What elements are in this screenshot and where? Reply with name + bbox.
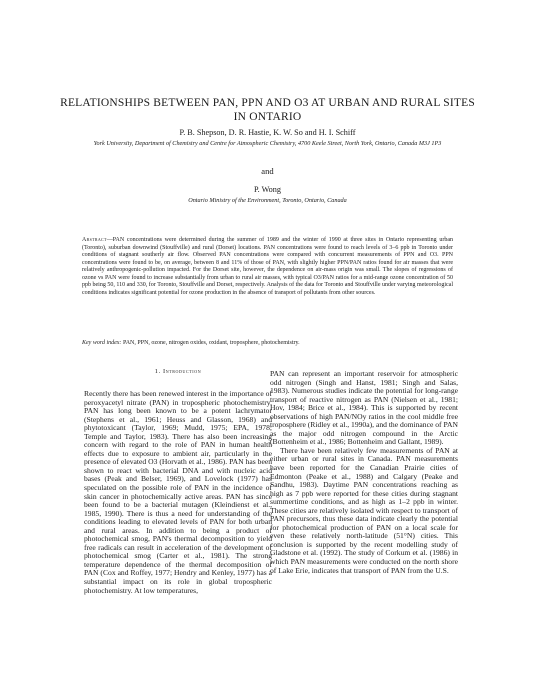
left-column: [84, 368, 272, 595]
right-paragraph-2: There have been relatively few measurements of PAN at either urban or rural sites in Canada. PAN measurements have been reported for the Canadian Prairie cities of Edmonton (Peake et al., 1988) and Calgary (Peake and Sandhu, 1983). Daytime PAN concentrations reaching as high as 7 ppb were reported for these cities during stagnant summertime conditions, and as high as 1–2 ppb in winter. These cities are relatively isolated with respect to transport of PAN precursors, thus these data indicate clearly the potential for photochemical production of PAN on a local scale for even these relatively north-latitude (51°N) cities. This conclusion is supported by the recent modelling study of Gladstone et al. (1992). The study of Corkum et al. (1986) in which PAN measurements were conducted on the north shore of Lake Erie, indicates that transport of PAN from the U.S.: [270, 445, 458, 575]
second-author: P. Wong: [254, 185, 281, 194]
right-paragraph-1: PAN can represent an important reservoir for atmospheric odd nitrogen (Singh and Hanst, 1981; Singh and Salas, 1983). Numerous studies indicate the potential for long-range transport of reactive nitrogen as PAN (Nielsen et al., 1981; Hov, 1984; Brice et al., 1984). This is supported by recent observations of high PAN/NOy ratios in the cool middle free troposphere (Ridley et al., 1990a), and the dominance of PAN as the major odd nitrogen compound in the Arctic (Bottenheim et al., 1986; Bottenheim and Gallant, 1989).: [270, 369, 458, 447]
keyword-index: [82, 339, 453, 347]
second-affiliation: Ontario Ministry of the Environment, Toronto, Ontario, Canada: [188, 197, 347, 204]
abstract-text: —PAN concentrations were determined during the summer of 1989 and the winter of 1990 at three sites in Ontario representing urban (Toronto), suburban downwind (Stouffville) and rural (Dorset) locations. PAN concentrations were found to reach levels of 3–6 ppb in Toronto under conditions of stagnant southerly air flow. Observed PAN concentrations were compared with concurrent measurements of PPN and O3. PPN concentrations were found to be, on average, between 8 and 11% of those of PAN, with slightly higher PPN/PAN ratios found for air masses that were relatively anthropogenic-pollution impacted. For the Dorset site, however, the dependence on air-mass origin was small. The slopes of regressions of ozone vs PAN were found to increase substantially from urban to rural air masses, with typical O3/PAN ratios for a mid-range ozone concentration of 50 ppb being 50, 110 and 330, for Toronto, Stouffville and Dorset, respectively. Analysis of the data for Toronto and Stouffville under varying meteorological conditions indicates significant potential for ozone production in the absence of transport of pollutants from other sources.: [82, 237, 453, 296]
author-affiliation: York University, Department of Chemistry and Centre for Atmospheric Chemistry, 4700 Keele Street, North York, Ontario, Canada M3J 1P3: [93, 140, 442, 147]
abstract: [82, 237, 453, 297]
author-conjunction: and: [261, 166, 274, 176]
right-column: [270, 370, 458, 575]
abstract-lead: Abstract: [82, 237, 107, 243]
section-heading: 1. Introduction: [154, 368, 202, 375]
author-list: P. B. Shepson, D. R. Hastie, K. W. So and H. I. Schiff: [179, 128, 356, 137]
paper-title: RELATIONSHIPS BETWEEN PAN, PPN AND O3 AT URBAN AND RURAL SITES IN ONTARIO: [60, 97, 475, 123]
intro-paragraph: Recently there has been renewed interest in the importance of peroxyacetyl nitrate (PAN) in tropospheric photochemistry. PAN has long been known to be a potent lachrymator (Stephens et al., 1961; Heuss and Glasson, 1968) and phytotoxicant (Taylor, 1969; Mudd, 1975; EPA, 1978; Temple and Taylor, 1983). There has also been increasing concern with regard to the role of PAN in human health effects due to exposure to ambient air, particularly in the presence of elevated O3 (Horvath et al., 1986). PAN has been shown to react with bacterial DNA and with nucleic acid bases (Peak and Belser, 1969), and Lovelock (1977) has speculated on the possible role of PAN in the incidence of skin cancer in photochemically active areas. PAN has since been found to be a bacterial mutagen (Kleindienst et al., 1985, 1990). There is thus a need for understanding of the conditions leading to elevated levels of PAN for both urban and rural areas. In addition to being a product of photochemical smog, PAN's thermal decomposition to yield free radicals can result in acceleration of the development of photochemical smog (Carter et al., 1981). The strong temperature dependence of the thermal decomposition of PAN (Cox and Roffey, 1977; Hendry and Kenley, 1977) has a substantial impact on its role in global tropospheric photochemistry. At low temperatures,: [84, 389, 272, 595]
keyword-lead: Key word index:: [82, 340, 122, 346]
keyword-text: PAN, PPN, ozone, nitrogen oxides, oxidant, troposphere, photochemistry.: [122, 340, 300, 346]
